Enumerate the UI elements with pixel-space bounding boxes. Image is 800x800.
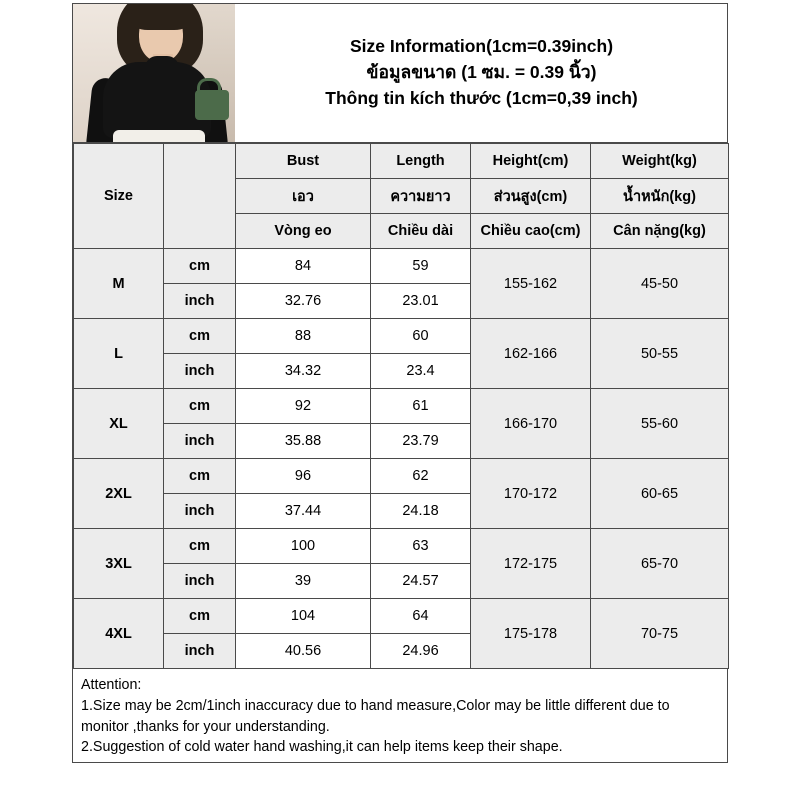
bust-inch-xl: 35.88: [236, 424, 371, 459]
bust-cm-l: 88: [236, 319, 371, 354]
bust-inch-3xl: 39: [236, 564, 371, 599]
product-photo: [73, 4, 236, 142]
table-row: [74, 389, 729, 424]
bust-cm-xl: 92: [236, 389, 371, 424]
unit-cm: cm: [164, 389, 236, 424]
size-table: [73, 143, 729, 669]
attention-line-2: 2.Suggestion of cold water hand washing,it can help items keep their shape.: [81, 739, 563, 756]
unit-inch: inch: [164, 284, 236, 319]
row-size-4xl: 4XL: [74, 599, 164, 669]
header-height-th: ส่วนสูง(cm): [471, 179, 591, 214]
table-row: [74, 459, 729, 494]
header-bust-vi: Vòng eo: [236, 214, 371, 249]
handbag: [195, 90, 229, 120]
length-inch-2xl: 24.18: [371, 494, 471, 529]
bust-cm-4xl: 104: [236, 599, 371, 634]
length-cm-3xl: 63: [371, 529, 471, 564]
header-weight-en: Weight(kg): [591, 144, 729, 179]
row-size-m: M: [74, 249, 164, 319]
row-size-xl: XL: [74, 389, 164, 459]
header-unit-spacer: [164, 144, 236, 249]
unit-cm: cm: [164, 529, 236, 564]
length-inch-4xl: 24.96: [371, 634, 471, 669]
header-bust-th: เอว: [236, 179, 371, 214]
header-height-vi: Chiều cao(cm): [471, 214, 591, 249]
bust-inch-l: 34.32: [236, 354, 371, 389]
bust-inch-m: 32.76: [236, 284, 371, 319]
table-row: [74, 599, 729, 634]
unit-cm: cm: [164, 319, 236, 354]
length-cm-l: 60: [371, 319, 471, 354]
header-bust-en: Bust: [236, 144, 371, 179]
header-height-en: Height(cm): [471, 144, 591, 179]
chart-header: [73, 4, 727, 143]
header-weight-vi: Cân nặng(kg): [591, 214, 729, 249]
weight-3xl: 65-70: [591, 529, 729, 599]
weight-l: 50-55: [591, 319, 729, 389]
row-size-3xl: 3XL: [74, 529, 164, 599]
unit-cm: cm: [164, 459, 236, 494]
title-line-th: ข้อมูลขนาด (1 ซม. = 0.39 นิ้ว): [366, 61, 597, 82]
header-weight-th: น้ำหนัก(kg): [591, 179, 729, 214]
height-l: 162-166: [471, 319, 591, 389]
model-hair-front: [131, 4, 191, 30]
header-length-th: ความยาว: [371, 179, 471, 214]
length-cm-xl: 61: [371, 389, 471, 424]
bust-cm-2xl: 96: [236, 459, 371, 494]
height-m: 155-162: [471, 249, 591, 319]
unit-cm: cm: [164, 599, 236, 634]
title-line-en: Size Information(1cm=0.39inch): [349, 35, 614, 56]
height-xl: 166-170: [471, 389, 591, 459]
length-inch-m: 23.01: [371, 284, 471, 319]
bust-cm-m: 84: [236, 249, 371, 284]
weight-4xl: 70-75: [591, 599, 729, 669]
attention-block: [73, 669, 727, 762]
table-row: [74, 249, 729, 284]
length-inch-3xl: 24.57: [371, 564, 471, 599]
unit-inch: inch: [164, 494, 236, 529]
table-row: [74, 529, 729, 564]
unit-inch: inch: [164, 634, 236, 669]
weight-xl: 55-60: [591, 389, 729, 459]
length-inch-l: 23.4: [371, 354, 471, 389]
table-header-row-en: [74, 144, 729, 179]
header-length-en: Length: [371, 144, 471, 179]
title-block: [236, 4, 727, 142]
size-chart-sheet: [72, 3, 728, 763]
height-4xl: 175-178: [471, 599, 591, 669]
header-size: Size: [74, 144, 164, 249]
bust-cm-3xl: 100: [236, 529, 371, 564]
bust-inch-4xl: 40.56: [236, 634, 371, 669]
unit-inch: inch: [164, 354, 236, 389]
row-size-l: L: [74, 319, 164, 389]
height-2xl: 170-172: [471, 459, 591, 529]
attention-heading: Attention:: [81, 677, 142, 694]
title-line-vi: Thông tin kích thước (1cm=0,39 inch): [325, 88, 638, 109]
unit-inch: inch: [164, 424, 236, 459]
length-cm-4xl: 64: [371, 599, 471, 634]
height-3xl: 172-175: [471, 529, 591, 599]
bust-inch-2xl: 37.44: [236, 494, 371, 529]
unit-cm: cm: [164, 249, 236, 284]
header-length-vi: Chiều dài: [371, 214, 471, 249]
row-size-2xl: 2XL: [74, 459, 164, 529]
weight-2xl: 60-65: [591, 459, 729, 529]
unit-inch: inch: [164, 564, 236, 599]
length-inch-xl: 23.79: [371, 424, 471, 459]
table-row: [74, 319, 729, 354]
white-skirt: [113, 130, 205, 142]
attention-line-1: 1.Size may be 2cm/1inch inaccuracy due to hand measure,Color may be little different due to monitor ,thanks for your understanding.: [81, 697, 670, 735]
length-cm-m: 59: [371, 249, 471, 284]
weight-m: 45-50: [591, 249, 729, 319]
length-cm-2xl: 62: [371, 459, 471, 494]
